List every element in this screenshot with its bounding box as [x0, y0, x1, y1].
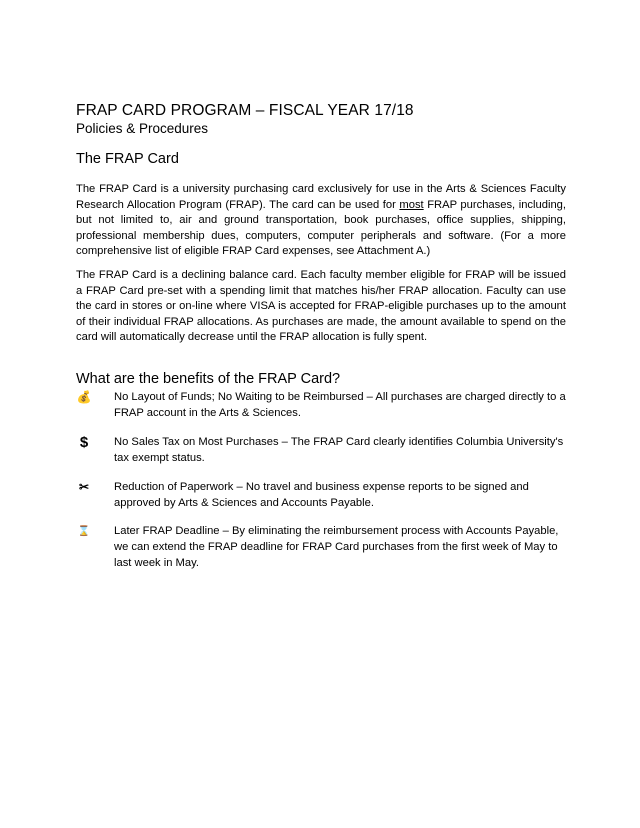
- paragraph-declining-balance: The FRAP Card is a declining balance card. Each faculty member eligible for FRAP will be issued a FRAP Card pre-set with a spending limit that matches his/her FRAP allocation. Faculty can use the card in stores or on-line where VISA is accepted for FRAP-eligible purchases up to the amount of their individual FRAP allocations. As purchases are made, the amount available to spend on the card will automatically decrease until the FRAP allocation is fully spent.: [76, 269, 566, 344]
- money-bag-icon: 💰: [76, 390, 92, 404]
- section-heading-frap-card: The FRAP Card: [76, 151, 179, 167]
- document-subtitle: Policies & Procedures: [76, 121, 209, 136]
- section-heading-benefits: What are the benefits of the FRAP Card?: [76, 371, 341, 387]
- paragraph-card-description: [76, 182, 566, 260]
- benefit-text: Later FRAP Deadline – By eliminating the reimbursement process with Accounts Payable, we can extend the FRAP deadline for FRAP Card purchases from the first week of May to last week in May.: [114, 525, 559, 569]
- document-title: FRAP CARD PROGRAM – FISCAL YEAR 17/18: [76, 102, 414, 119]
- dollar-sign-icon: $: [79, 433, 89, 451]
- paragraph-text: The FRAP Card is a university purchasing card exclusively for use in the Arts & Sciences Faculty Research Allocation Program (FRAP). The card can be used for: [76, 183, 566, 211]
- hourglass-icon: ⌛: [77, 525, 91, 537]
- benefit-text: No Layout of Funds; No Waiting to be Reimbursed – All purchases are charged directly to a FRAP account in the Arts & Sciences.: [114, 391, 566, 419]
- benefit-text: Reduction of Paperwork – No travel and business expense reports to be signed and approved by Arts & Sciences and Accounts Payable.: [114, 481, 529, 509]
- underlined-word: most: [399, 198, 424, 211]
- paragraph-text: FRAP purchases, including, but not limited to, air and ground transportation, book purchases, office supplies, shipping, professional membership dues, computers, computer peripherals and software. (For a more comprehensive list of eligible FRAP Card expenses, see Attachment A.): [76, 198, 566, 258]
- scissors-icon: ✂: [78, 480, 90, 494]
- benefit-text: No Sales Tax on Most Purchases – The FRAP Card clearly identifies Columbia University's tax exempt status.: [114, 436, 564, 464]
